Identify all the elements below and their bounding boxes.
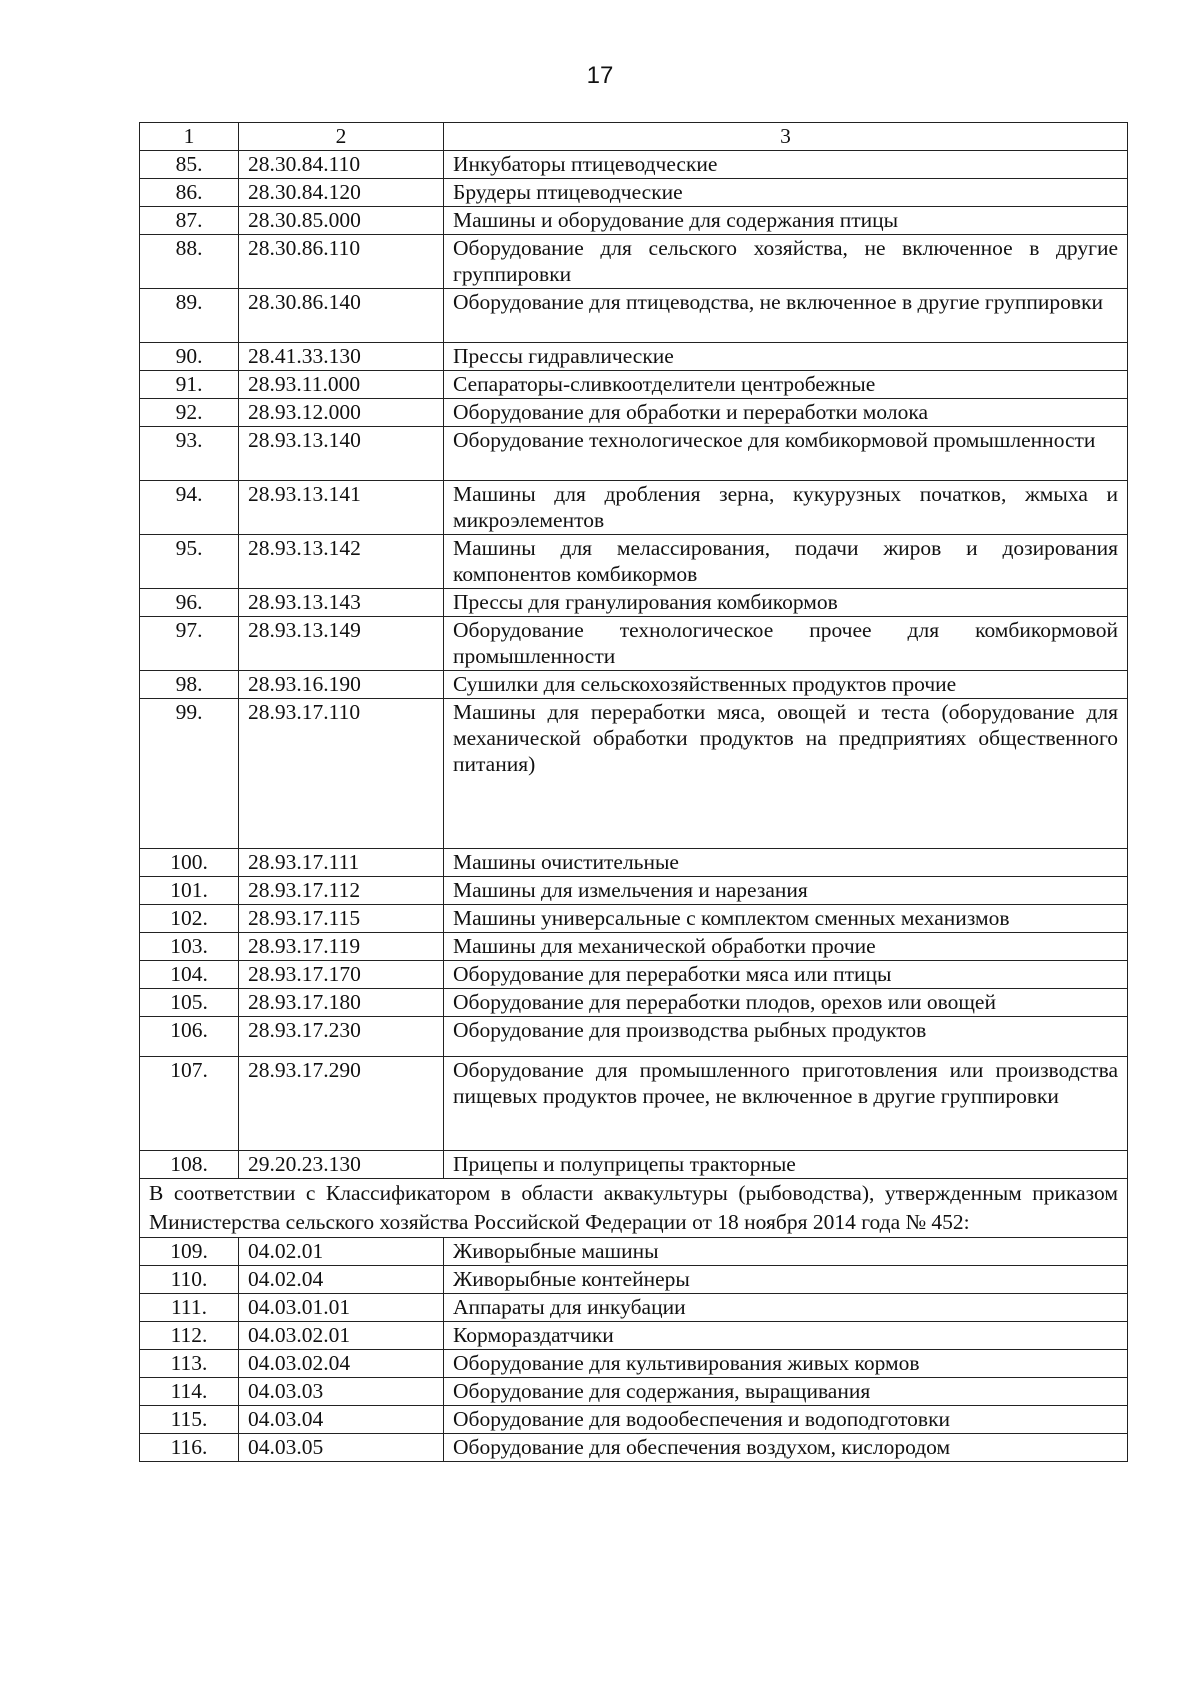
- row-code: 04.02.04: [239, 1266, 444, 1294]
- row-code: 28.93.17.112: [239, 877, 444, 905]
- table-row: [140, 877, 1128, 905]
- row-code: 28.93.17.115: [239, 905, 444, 933]
- row-number: 88.: [140, 235, 239, 289]
- row-code: 28.93.17.170: [239, 961, 444, 989]
- row-number: 92.: [140, 399, 239, 427]
- row-description: Кормораздатчики: [444, 1322, 1128, 1350]
- table-row: [140, 589, 1128, 617]
- row-description: Прессы для гранулирования комбикормов: [444, 589, 1128, 617]
- table-row: [140, 1266, 1128, 1294]
- row-code: 28.93.16.190: [239, 671, 444, 699]
- row-number: 116.: [140, 1434, 239, 1462]
- row-code: 04.03.03: [239, 1378, 444, 1406]
- row-number: 102.: [140, 905, 239, 933]
- row-code: 28.93.13.140: [239, 427, 444, 481]
- row-number: 96.: [140, 589, 239, 617]
- row-code: 28.93.13.142: [239, 535, 444, 589]
- table-row: [140, 989, 1128, 1017]
- row-description: Оборудование для обработки и переработки молока: [444, 399, 1128, 427]
- row-description: Живорыбные машины: [444, 1238, 1128, 1266]
- table-row: [140, 1378, 1128, 1406]
- row-number: 94.: [140, 481, 239, 535]
- table-row: [140, 1017, 1128, 1057]
- table-row: [140, 343, 1128, 371]
- row-number: 91.: [140, 371, 239, 399]
- row-description: Аппараты для инкубации: [444, 1294, 1128, 1322]
- row-code: 04.03.02.04: [239, 1350, 444, 1378]
- table-row: [140, 1322, 1128, 1350]
- row-description: Живорыбные контейнеры: [444, 1266, 1128, 1294]
- row-description: Оборудование для производства рыбных продуктов: [444, 1017, 1128, 1057]
- table-row: [140, 671, 1128, 699]
- row-description: Машины и оборудование для содержания птицы: [444, 207, 1128, 235]
- row-code: 28.30.86.140: [239, 289, 444, 343]
- row-code: 28.93.17.110: [239, 699, 444, 849]
- table-row: [140, 289, 1128, 343]
- row-number: 112.: [140, 1322, 239, 1350]
- table-row: [140, 427, 1128, 481]
- section-note-row: [140, 1179, 1128, 1238]
- row-code: 04.03.02.01: [239, 1322, 444, 1350]
- page-number: 17: [586, 62, 614, 89]
- row-description: Оборудование технологическое для комбикормовой промышленности: [444, 427, 1128, 481]
- header-col-3: 3: [444, 123, 1128, 151]
- row-description: Машины для переработки мяса, овощей и теста (оборудование для механической обработки продуктов на предприятиях общественного питания): [444, 699, 1128, 849]
- row-number: 98.: [140, 671, 239, 699]
- table-row: [140, 1057, 1128, 1151]
- table-row: [140, 1434, 1128, 1462]
- row-description: Машины для мелассирования, подачи жиров и дозирования компонентов комбикормов: [444, 535, 1128, 589]
- row-code: 04.03.04: [239, 1406, 444, 1434]
- row-number: 95.: [140, 535, 239, 589]
- row-code: 28.30.86.110: [239, 235, 444, 289]
- row-number: 85.: [140, 151, 239, 179]
- table-row: [140, 961, 1128, 989]
- row-number: 113.: [140, 1350, 239, 1378]
- section-note: В соответствии с Классификатором в области аквакультуры (рыбоводства), утвержденным приказом Министерства сельского хозяйства Российской Федерации от 18 ноября 2014 года № 452:: [140, 1179, 1128, 1238]
- row-code: 28.93.17.290: [239, 1057, 444, 1151]
- row-number: 108.: [140, 1151, 239, 1179]
- row-code: 28.41.33.130: [239, 343, 444, 371]
- table-row: [140, 179, 1128, 207]
- row-number: 97.: [140, 617, 239, 671]
- row-code: 04.03.05: [239, 1434, 444, 1462]
- row-number: 101.: [140, 877, 239, 905]
- row-description: Оборудование для переработки плодов, орехов или овощей: [444, 989, 1128, 1017]
- row-description: Прицепы и полуприцепы тракторные: [444, 1151, 1128, 1179]
- header-col-2: 2: [239, 123, 444, 151]
- table-row: [140, 1151, 1128, 1179]
- row-number: 114.: [140, 1378, 239, 1406]
- row-description: Оборудование технологическое прочее для комбикормовой промышленности: [444, 617, 1128, 671]
- table-row: [140, 535, 1128, 589]
- row-code: 28.93.17.119: [239, 933, 444, 961]
- table-row: [140, 1350, 1128, 1378]
- row-number: 105.: [140, 989, 239, 1017]
- table-row: [140, 1406, 1128, 1434]
- row-description: Сепараторы-сливкоотделители центробежные: [444, 371, 1128, 399]
- row-description: Машины для механической обработки прочие: [444, 933, 1128, 961]
- row-code: 29.20.23.130: [239, 1151, 444, 1179]
- table-row: [140, 1294, 1128, 1322]
- row-number: 90.: [140, 343, 239, 371]
- row-description: Брудеры птицеводческие: [444, 179, 1128, 207]
- row-description: Оборудование для птицеводства, не включенное в другие группировки: [444, 289, 1128, 343]
- row-number: 106.: [140, 1017, 239, 1057]
- row-description: Прессы гидравлические: [444, 343, 1128, 371]
- row-description: Оборудование для культивирования живых кормов: [444, 1350, 1128, 1378]
- table-header-row: [140, 123, 1128, 151]
- table-row: [140, 617, 1128, 671]
- row-code: 28.93.13.149: [239, 617, 444, 671]
- row-description: Машины очистительные: [444, 849, 1128, 877]
- row-number: 100.: [140, 849, 239, 877]
- row-description: Машины для измельчения и нарезания: [444, 877, 1128, 905]
- row-description: Оборудование для промышленного приготовления или производства пищевых продуктов прочее, не включенное в другие группировки: [444, 1057, 1128, 1151]
- row-code: 28.93.13.141: [239, 481, 444, 535]
- row-code: 04.02.01: [239, 1238, 444, 1266]
- row-number: 111.: [140, 1294, 239, 1322]
- row-number: 107.: [140, 1057, 239, 1151]
- row-number: 110.: [140, 1266, 239, 1294]
- header-col-1: 1: [140, 123, 239, 151]
- row-number: 115.: [140, 1406, 239, 1434]
- table-row: [140, 481, 1128, 535]
- row-code: 04.03.01.01: [239, 1294, 444, 1322]
- row-number: 109.: [140, 1238, 239, 1266]
- row-code: 28.93.12.000: [239, 399, 444, 427]
- equipment-table: [139, 122, 1128, 1462]
- row-code: 28.30.85.000: [239, 207, 444, 235]
- row-description: Инкубаторы птицеводческие: [444, 151, 1128, 179]
- row-description: Сушилки для сельскохозяйственных продуктов прочие: [444, 671, 1128, 699]
- row-number: 104.: [140, 961, 239, 989]
- row-description: Оборудование для содержания, выращивания: [444, 1378, 1128, 1406]
- row-code: 28.93.13.143: [239, 589, 444, 617]
- row-code: 28.30.84.120: [239, 179, 444, 207]
- table-row: [140, 151, 1128, 179]
- table-row: [140, 849, 1128, 877]
- table-row: [140, 207, 1128, 235]
- row-code: 28.93.17.180: [239, 989, 444, 1017]
- row-description: Оборудование для обеспечения воздухом, кислородом: [444, 1434, 1128, 1462]
- table-row: [140, 933, 1128, 961]
- row-code: 28.93.17.230: [239, 1017, 444, 1057]
- table-row: [140, 399, 1128, 427]
- row-description: Машины для дробления зерна, кукурузных початков, жмыха и микроэлементов: [444, 481, 1128, 535]
- row-number: 89.: [140, 289, 239, 343]
- row-description: Машины универсальные с комплектом сменных механизмов: [444, 905, 1128, 933]
- table-row: [140, 371, 1128, 399]
- row-description: Оборудование для водообеспечения и водоподготовки: [444, 1406, 1128, 1434]
- row-description: Оборудование для сельского хозяйства, не включенное в другие группировки: [444, 235, 1128, 289]
- row-number: 86.: [140, 179, 239, 207]
- row-number: 99.: [140, 699, 239, 849]
- row-description: Оборудование для переработки мяса или птицы: [444, 961, 1128, 989]
- table-row: [140, 905, 1128, 933]
- row-number: 87.: [140, 207, 239, 235]
- table-row: [140, 235, 1128, 289]
- row-number: 103.: [140, 933, 239, 961]
- row-code: 28.93.17.111: [239, 849, 444, 877]
- row-code: 28.93.11.000: [239, 371, 444, 399]
- row-number: 93.: [140, 427, 239, 481]
- table-row: [140, 699, 1128, 849]
- row-code: 28.30.84.110: [239, 151, 444, 179]
- table-row: [140, 1238, 1128, 1266]
